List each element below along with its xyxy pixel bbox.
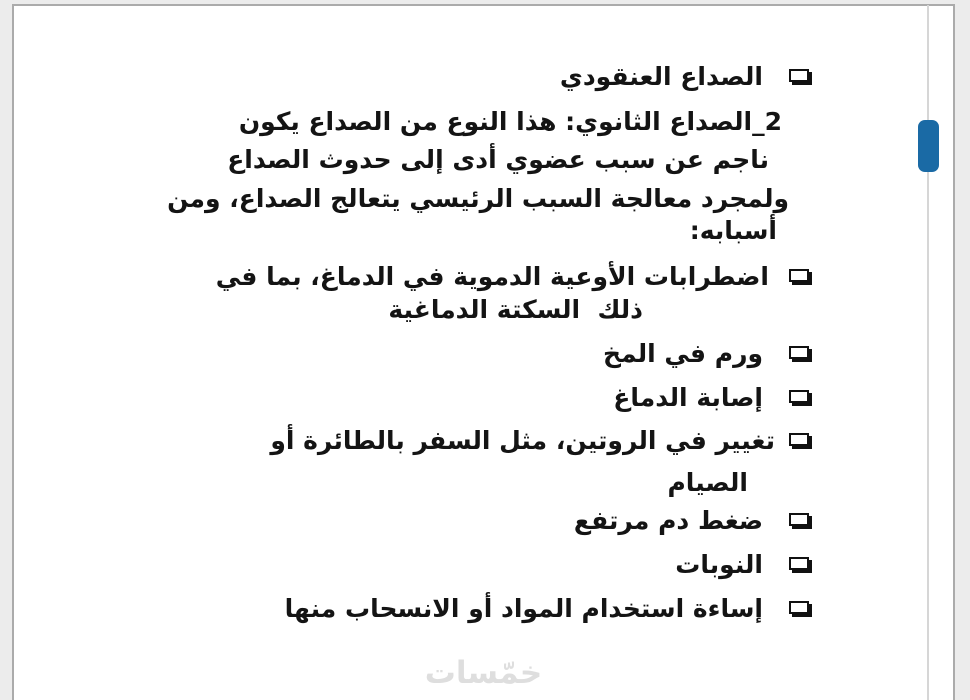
list-item-text-continuation: الصيام bbox=[667, 468, 748, 497]
list-item-text: إساءة استخدام المواد أو الانسحاب منها bbox=[284, 594, 763, 623]
checkbox-bullet-icon bbox=[789, 557, 809, 570]
vertical-scrollbar-thumb[interactable] bbox=[918, 120, 939, 172]
checkbox-bullet-icon bbox=[789, 433, 809, 446]
list-item-text: النوبات bbox=[675, 550, 763, 579]
list-item-text: اضطرابات الأوعية الدموية في الدماغ، بما في bbox=[215, 262, 769, 291]
list-item-text: ضغط دم مرتفع bbox=[573, 506, 763, 535]
list-item-cluster-headache: الصداع العنقودي bbox=[559, 62, 763, 91]
paragraph-line: 2_الصداع الثانوي: هذا النوع من الصداع يكون bbox=[238, 107, 782, 136]
list-item-text: إصابة الدماغ bbox=[613, 383, 763, 412]
checkbox-bullet-icon bbox=[789, 601, 809, 614]
vertical-scrollbar-track[interactable] bbox=[927, 5, 929, 700]
paragraph-line: ناجم عن سبب عضوي أدى إلى حدوث الصداع bbox=[227, 145, 769, 174]
checkbox-bullet-icon bbox=[789, 69, 809, 82]
khamsat-watermark: خمّسات bbox=[424, 655, 543, 691]
checkbox-bullet-icon bbox=[789, 346, 809, 359]
list-item-text: ورم في المخ bbox=[602, 339, 763, 368]
checkbox-bullet-icon bbox=[789, 513, 809, 526]
list-item-text-continuation: ذلك السكتة الدماغية bbox=[388, 295, 643, 324]
document-page bbox=[12, 4, 955, 700]
list-item-text: تغيير في الروتين، مثل السفر بالطائرة أو bbox=[270, 426, 775, 455]
checkbox-bullet-icon bbox=[789, 390, 809, 403]
paragraph-line: ولمجرد معالجة السبب الرئيسي يتعالج الصداع، ومن bbox=[167, 184, 789, 213]
checkbox-bullet-icon bbox=[789, 269, 809, 282]
paragraph-line: أسبابه: bbox=[689, 216, 777, 245]
